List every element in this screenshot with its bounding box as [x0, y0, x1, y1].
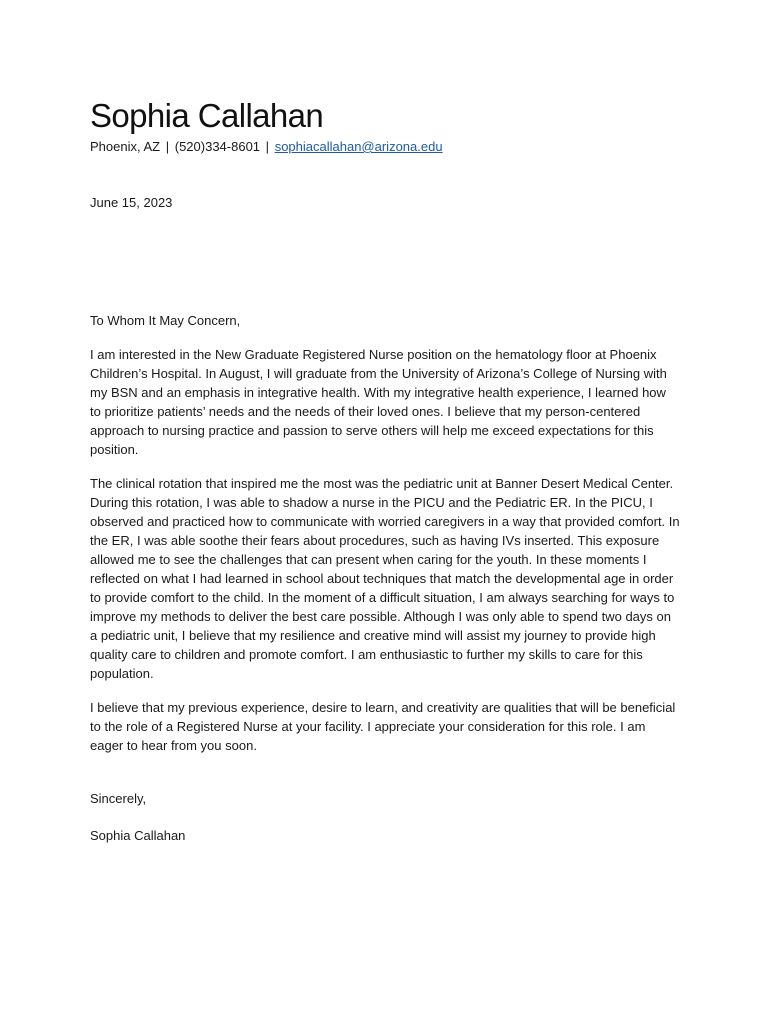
separator: |: [165, 139, 170, 154]
cover-letter: [90, 96, 680, 845]
paragraph-intro: I am interested in the New Graduate Registered Nurse position on the hematology floor at Phoenix Children’s Hospital. In August, I will graduate from the University of Arizona’s College of Nursing with my BSN and an emphasis in integrative health. With my integrative health experience, I learned how to prioritize patients’ needs and the needs of their loved ones. I believe that my person-centered approach to nursing practice and passion to serve others will help me exceed expectations for this position.: [90, 347, 667, 457]
signature: Sophia Callahan: [90, 828, 186, 843]
closing: Sincerely,: [90, 791, 147, 806]
paragraph-experience: The clinical rotation that inspired me the most was the pediatric unit at Banner Desert Medical Center. During this rotation, I was able to shadow a nurse in the PICU and the Pediatric ER. In the PICU, I observed and practiced how to communicate with worried caregivers in a way that provided comfort. In the ER, I was able soothe their fears about procedures, such as having IVs inserted. This exposure allowed me to see the challenges that can present when caring for the youth. In these moments I reflected on what I had learned in school about techniques that match the developmental age in order to provide comfort to the child. In the moment of a difficult situation, I am always searching for ways to improve my methods to deliver the best care possible. Although I was only able to spend two days on a pediatric unit, I believe that my resilience and creative mind will assist my journey to provide high quality care to children and promote comfort. I am enthusiastic to further my skills to care for this population.: [90, 476, 680, 681]
applicant-name: Sophia Callahan: [90, 97, 324, 134]
location-text: Phoenix, AZ: [90, 139, 161, 154]
paragraph-conclusion: I believe that my previous experience, desire to learn, and creativity are qualities that will be beneficial to the role of a Registered Nurse at your facility. I appreciate your consideration for this role. I am eager to hear from you soon.: [90, 700, 676, 753]
salutation: To Whom It May Concern,: [90, 313, 241, 328]
contact-line: [90, 138, 680, 156]
separator: |: [265, 139, 270, 154]
phone-text: (520)334-8601: [174, 139, 261, 154]
letter-date: June 15, 2023: [90, 195, 173, 210]
email-link[interactable]: sophiacallahan@arizona.edu: [274, 139, 443, 154]
